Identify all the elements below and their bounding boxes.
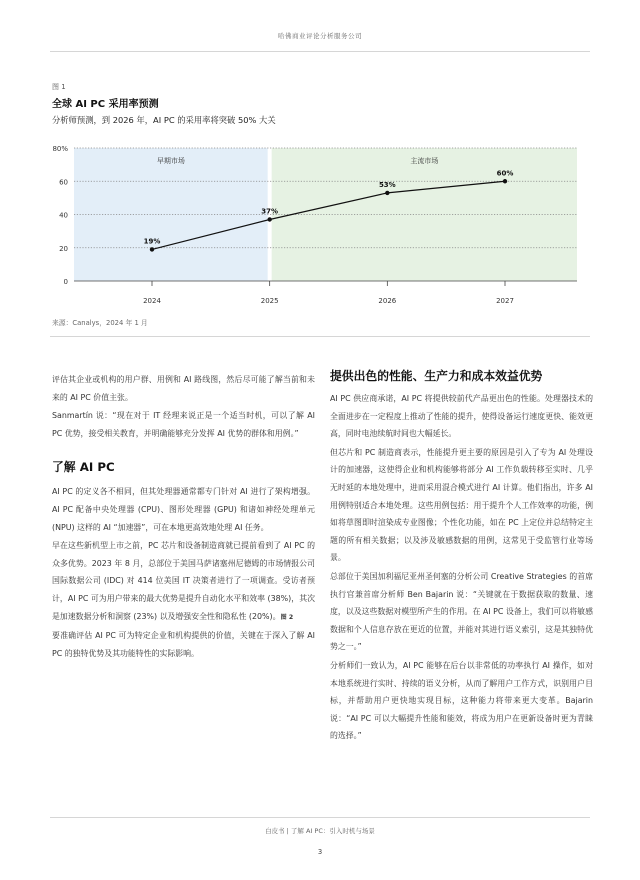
chart-data-label: 60% <box>496 169 514 178</box>
chart-y-tick-label: 0 <box>63 278 68 286</box>
chart-data-label: 37% <box>261 207 279 216</box>
chart-x-tick-label: 2025 <box>260 297 279 305</box>
chart-y-tick-label: 40 <box>59 211 68 220</box>
paragraph: 分析师们一致认为，AI PC 能够在后台以非常低的功率执行 AI 操作，如对本地系统进行实时、持续的语义分析，从而了解用户工作方式，识别用户目标，并帮助用户更快地实现目标，这种能力将带来更大变革。Bajarin 说：“AI PC 可以大幅提升性能和能效，将成为用户在更新设备时更为青睐的选择。” <box>330 660 593 741</box>
chart-x-tick-label: 2027 <box>496 297 514 305</box>
chart-y-tick-label: 60 <box>59 178 68 187</box>
paragraph: 要准确评估 AI PC 可为特定企业和机构提供的价值，关键在于深入了解 AI PC 的独特优势及其功能特性的实际影响。 <box>52 631 315 658</box>
figure-reference: 图 2 <box>280 613 294 621</box>
chart-region-label: 早期市场 <box>156 157 185 165</box>
chart-region-label: 主流市场 <box>410 157 439 165</box>
footer-title: 白皮书 | 了解 AI PC：引入时机与场景 <box>265 827 375 835</box>
adoption-line-chart <box>52 138 592 308</box>
section-heading: 提供出色的性能、生产力和成本效益优势 <box>330 369 543 383</box>
header-divider <box>50 51 590 52</box>
chart-data-point <box>150 247 154 251</box>
paragraph: 总部位于美国加利福尼亚州圣何塞的分析公司 Creative Strategies 的首席执行官兼首席分析师 Ben Bajarin 说：“关键就在于数据获取的数量、速度，以及这些数据对模型所产生的作用。在 AI PC 设备上，我们可以将敏感数据和个人信息存放在更近的位置，并能对其进行语义索引，这是其独特优势之一。” <box>330 571 593 652</box>
figure-label: 图 1 <box>52 83 66 91</box>
paragraph: 评估其企业或机构的用户群、用例和 AI 路线图，然后尽可能了解当前和未来的 AI PC 价值主张。 <box>52 375 315 402</box>
page-number: 3 <box>317 848 323 856</box>
figure-divider <box>50 336 590 337</box>
paragraph: 但芯片和 PC 制造商表示，性能提升更主要的原因是引入了专为 AI 处理设计的加速器，这使得企业和机构能够将部分 AI 工作负载转移至实时、几乎无时延的本地处理中，进而采用混合模式进行 AI 计算。他们指出，许多 AI 用例特别适合本地处理。这些用例包括：用于提升个人工作效率的功能，例如将草图即时渲染成专业图像；个性化功能，如在 PC 上定位并总结特定主题的所有相关数据；以及涉及敏感数据的用例，这常见于受监管行业等场景。 <box>330 447 593 563</box>
chart-y-tick-label: 80% <box>52 145 68 153</box>
chart-x-tick-label: 2026 <box>378 297 397 305</box>
paragraph: Sanmartín 说：“现在对于 IT 经理来说正是一个适当时机，可以了解 AI PC 优势，接受相关教育，并明确能够充分发挥 AI 优势的群体和用例。” <box>52 411 315 438</box>
figure-source: 来源：Canalys，2024 年 1 月 <box>52 319 148 327</box>
left-column <box>52 371 315 663</box>
figure-subtitle: 分析师预测，到 2026 年，AI PC 的采用率将突破 50% 大关 <box>52 115 276 125</box>
chart-data-point <box>385 191 389 195</box>
chart-x-tick-label: 2024 <box>143 297 161 305</box>
right-column <box>330 366 593 746</box>
paragraph: AI PC 供应商承诺，AI PC 将提供较前代产品更出色的性能。处理器技术的全面进步在一定程度上推动了性能的提升，使得设备运行速度更快、能效更高，同时电池续航时间也大幅延长。 <box>330 394 593 439</box>
chart-data-label: 53% <box>378 180 396 189</box>
chart-data-point <box>267 217 271 221</box>
paragraph: AI PC 的定义各不相同，但其处理器通常都专门针对 AI 进行了架构增强。AI PC 配备中央处理器 (CPU)、图形处理器 (GPU) 和诸如神经处理单元 (NPU) 这样的 AI “加速器”，可在本地更高效地处理 AI 任务。 <box>52 487 315 532</box>
figure-title: 全球 AI PC 采用率预测 <box>52 99 159 110</box>
chart-data-label: 19% <box>143 237 161 246</box>
header-company: 哈佛商业评论分析服务公司 <box>278 32 362 40</box>
paragraph <box>52 537 315 626</box>
chart-data-point <box>503 179 507 183</box>
chart-y-tick-label: 20 <box>59 244 68 253</box>
footer-divider <box>50 817 590 818</box>
paragraph-text: 早在这些新机型上市之前，PC 芯片和设备制造商就已提前看到了 AI PC 的众多优势。2023 年 8 月，总部位于美国马萨诸塞州尼德姆的市场情报公司国际数据公司 (IDC) 对 414 位美国 IT 决策者进行了一项调查。受访者预计，AI PC 可为用户带来的最大优势是提升自动化水平和效率 (38%)，其次是加速数据分析和洞察 (23%) 以及增强安全性和隐私性 (20%)。 <box>52 541 315 621</box>
section-heading: 了解 AI PC <box>52 460 115 475</box>
